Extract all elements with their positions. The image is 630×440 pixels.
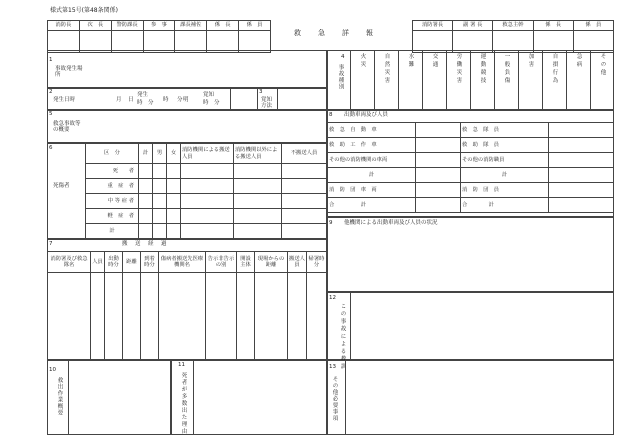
- accident-type-label: 運動競技: [479, 53, 486, 85]
- row-label: 計: [86, 224, 139, 240]
- veh-label: 救 急 自 動 車: [328, 123, 416, 138]
- col-male: 男: [153, 144, 167, 164]
- role-cell: 係 長: [533, 21, 573, 31]
- sec2-chi: 時: [163, 97, 169, 103]
- sec3-num: 3: [259, 89, 263, 95]
- col-dispatch: 出動時分: [105, 252, 123, 273]
- veh-label: 消 防 団 車 両: [328, 183, 416, 198]
- sec2-jifun1: 時 分: [137, 100, 154, 106]
- sec3-label: 覚知方法: [261, 97, 273, 109]
- col-arrival: 到着時分: [141, 252, 159, 273]
- sec12-box: [327, 292, 614, 360]
- accident-type-label: 加害: [527, 53, 534, 69]
- role-cell: 副 署 長: [453, 21, 493, 31]
- accident-type-label: 労働災害: [455, 53, 462, 85]
- staff-label: その他の消防職員: [461, 153, 549, 168]
- col-female: 女: [167, 144, 181, 164]
- col-return: 帰署時分: [307, 252, 327, 273]
- col-kubun: 区 分: [86, 144, 139, 164]
- role-cell: 救急主幹: [493, 21, 533, 31]
- sec12-label: この事故による教訓: [339, 303, 346, 371]
- accident-type-label: その他: [599, 53, 606, 77]
- sec1-field[interactable]: [90, 52, 325, 86]
- sec11-num: 11: [178, 362, 185, 368]
- accident-type-checkbox[interactable]: [447, 95, 469, 108]
- role-cell: 係 員: [573, 21, 613, 31]
- veh-label: その他の消防機関の車両: [328, 153, 416, 168]
- accident-type-label: 一般負傷: [503, 53, 510, 85]
- sec1-label: 事故発生場 所: [55, 66, 94, 78]
- col-founder: 開設主体: [237, 252, 255, 273]
- page-title: 救 急 詳 報: [294, 29, 374, 37]
- sec4-num: 4: [341, 54, 345, 60]
- accident-type-checkbox[interactable]: [543, 95, 565, 108]
- sec7-title: 搬 送 経 過: [122, 241, 168, 247]
- role-cell: 消防署長: [413, 21, 453, 31]
- sec2-jifun2: 時 分: [203, 100, 220, 106]
- header-right-roles: [412, 20, 614, 53]
- vehicles-table: [327, 122, 614, 213]
- sec10-box: [47, 360, 171, 435]
- sec2-label: 発生日時: [53, 97, 76, 103]
- sec9-num: 9: [329, 220, 333, 226]
- role-cell: 係 員: [239, 21, 271, 31]
- sec5-num: 5: [49, 111, 53, 117]
- casualty-table: [85, 143, 327, 240]
- sec13-label: その他必要事項: [331, 376, 338, 422]
- row-label: 軽 症 者: [86, 209, 139, 224]
- sec12-num: 12: [329, 295, 336, 301]
- accident-type-label: 水難: [407, 53, 414, 69]
- sec2-month: 月: [116, 97, 122, 103]
- accident-type-label: 交通: [431, 53, 438, 69]
- role-cell: 次 長: [79, 21, 111, 31]
- sec2-kakuchi: 覚知: [203, 92, 215, 98]
- col-station: 消防署及び救急隊名: [48, 252, 91, 273]
- header-left-roles: [47, 20, 271, 53]
- col-other-transport: 消防機関以外による搬送人員: [234, 144, 282, 164]
- veh-label: 合 計: [328, 198, 416, 213]
- row-label: 中 等 症 者: [86, 194, 139, 209]
- sec9-title: 他機関による出動車両及び人員の状況: [344, 220, 438, 226]
- row-label: 重 症 者: [86, 179, 139, 194]
- accident-type-label: 火災: [359, 53, 366, 69]
- transport-table: [47, 251, 327, 360]
- accident-type-label: 自損行為: [551, 53, 558, 85]
- sec6-num: 6: [49, 145, 53, 151]
- role-cell: 参 事: [143, 21, 175, 31]
- col-no-transport: 不搬送人員: [282, 144, 327, 164]
- staff-label: 救 助 隊 員: [461, 138, 549, 153]
- role-cell: 消防長: [48, 21, 80, 31]
- staff-label: 救 急 隊 員: [461, 123, 549, 138]
- sec2-num: 2: [49, 89, 53, 95]
- staff-label: 計: [461, 168, 549, 183]
- accident-type-label: 自然災害: [383, 53, 390, 85]
- accident-type-checkbox[interactable]: [375, 95, 397, 108]
- sec7-num: 7: [49, 241, 53, 247]
- role-cell: 課長補佐: [175, 21, 207, 31]
- accident-type-checkbox[interactable]: [471, 95, 493, 108]
- accident-type-label: 急病: [575, 53, 582, 69]
- row-label: 死 者: [86, 164, 139, 179]
- sec9-field[interactable]: [330, 230, 612, 290]
- sec13-box: [327, 360, 614, 435]
- accident-type-checkbox[interactable]: [591, 95, 613, 108]
- col-kei: 計: [139, 144, 153, 164]
- accident-type-checkbox[interactable]: [519, 95, 541, 108]
- sec5-field[interactable]: [90, 112, 325, 141]
- accident-type-checkbox[interactable]: [423, 95, 445, 108]
- sec6-label: 死傷者: [53, 183, 70, 189]
- sec10-num: 10: [49, 367, 56, 373]
- veh-label: 救 助 工 作 車: [328, 138, 416, 153]
- staff-label: 合 計: [461, 198, 549, 213]
- accident-type-checkbox[interactable]: [399, 95, 421, 108]
- staff-label: 消 防 団 員: [461, 183, 549, 198]
- sec8-num: 8: [329, 112, 333, 118]
- role-cell: 係 長: [207, 21, 239, 31]
- sec2-hassei: 発生: [137, 92, 149, 98]
- col-staff: 人員: [91, 252, 105, 273]
- accident-type-checkbox[interactable]: [495, 95, 517, 108]
- sec10-label: 救出作業概要: [56, 377, 63, 416]
- sec11-box: [171, 360, 327, 435]
- sec13-num: 13: [329, 364, 336, 370]
- sec8-title: 出動車両及び人員: [344, 112, 389, 118]
- col-transport-count: 搬送人員: [288, 252, 307, 273]
- col-hospital: 傷病者搬送先医療機関名: [159, 252, 206, 273]
- accident-type-checkbox[interactable]: [567, 95, 589, 108]
- sec1-num: 1: [49, 57, 53, 63]
- accident-type-checkbox[interactable]: [351, 95, 373, 108]
- sec5-label: 救急事故等の概要: [53, 121, 81, 133]
- col-site-distance: 現場からの距離: [255, 252, 288, 273]
- sec2-day: 日: [128, 97, 134, 103]
- sec2-fun: 分: [177, 97, 183, 103]
- col-fire-transport: 消防機関による搬送人員: [181, 144, 234, 164]
- sec2-meikaku: 明: [183, 97, 189, 103]
- role-cell: 警防課長: [111, 21, 143, 31]
- form-id: 様式第15号(第48条関係): [50, 7, 118, 14]
- veh-label: 計: [328, 168, 416, 183]
- sec11-label: 死者が多数出た理由: [180, 372, 187, 435]
- col-distance: 距離: [123, 252, 141, 273]
- sec4-label: 事故種別: [337, 64, 344, 90]
- col-notice: 告示非告示の別: [206, 252, 237, 273]
